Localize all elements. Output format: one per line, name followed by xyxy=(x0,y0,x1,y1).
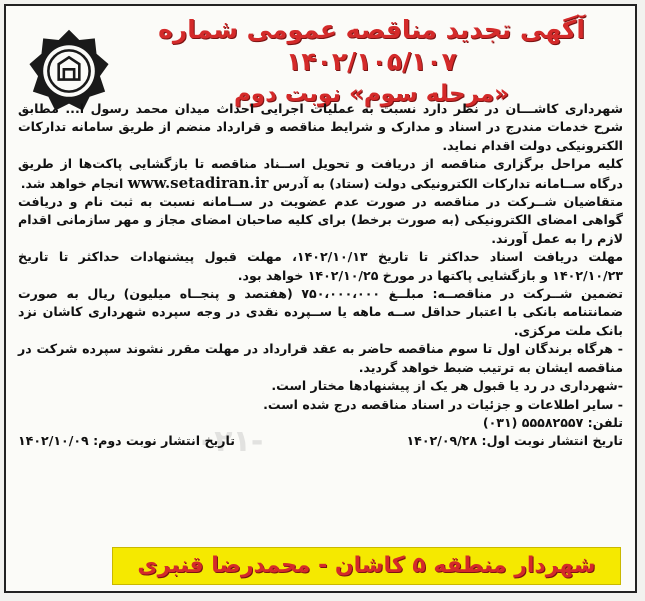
phone-number: تلفن: ۵۵۵۸۲۵۵۷ (۰۳۱) xyxy=(482,414,623,430)
setad-url-link[interactable]: www.setadiran.ir xyxy=(127,173,269,192)
signature-banner: شهردار منطقه ۵ کاشان - محمدرضا قنبری xyxy=(112,547,621,585)
notice-title xyxy=(118,14,625,110)
paragraph-project: شهرداری کاشـــان در نظر دارد نسبت به عملیات اجرایی احداث میدان محمد رسول ا... مطابق شرح خدمات مندرج در اسناد و مدارک و شرایط مناقصه و قرارداد منضم از طریق سامانه تدارکات الکترونیکی دولت اقدام نماید. xyxy=(18,101,623,153)
notice-frame xyxy=(4,4,637,593)
paragraph-winners: - هرگاه برندگان اول تا سوم مناقصه حاضر به عقد قرارداد در مهلت مقرر نشوند سپرده شرکت در مناقصه ایشان به ترتیب ضبط خواهد گردید. xyxy=(18,341,623,375)
second-publication-date: تاریخ انتشار نوبت دوم: ۱۴۰۲/۱۰/۰۹ xyxy=(18,433,235,449)
title-line-1: آگهی تجدید مناقصه عمومی شماره ۱۴۰۲/۱۰۵/۱۰۷ xyxy=(158,15,585,76)
paragraph-details: - سایر اطلاعات و جزئیات در اسناد مناقصه درج شده است. xyxy=(263,396,623,412)
paragraph-rights: -شهرداری در رد یا قبول هر یک از پیشنهادها مختار است. xyxy=(271,378,623,394)
paragraph-setad-end: انجام خواهد شد. xyxy=(20,175,124,191)
paragraph-setad-text: کلیه مراحل برگزاری مناقصه از دریافت و تحویل اســناد مناقصه تا بازگشایی پاکت‌ها از طریق درگاه ســامانه تدارکات الکترونیکی دولت (ستاد) به آدرس xyxy=(18,156,623,191)
paragraph-registration: متقاضیان شــرکت در مناقصه در صورت عدم عضویت در ســامانه نسبت به ثبت نام و دریافت گواهی امضای الکترونیکی (به صورت برخط) برای کلیه صاحبان امضای مجاز و مهر سازمانی اقدام لازم را به عمل آورند. xyxy=(18,194,623,246)
paragraph-deadlines: مهلت دریافت اسناد حداکثر تا تاریخ ۱۴۰۲/۱۰/۱۳، مهلت قبول پیشنهادات حداکثر تا تاریخ ۱۴۰۲/۱۰/۲۳ و بازگشایی پاکتها در مورخ ۱۴۰۲/۱۰/۲۵ خواهد بود. xyxy=(18,249,623,283)
notice-body xyxy=(18,100,623,451)
first-publication-date: تاریخ انتشار نوبت اول: ۱۴۰۲/۰۹/۲۸ xyxy=(406,433,623,449)
publication-dates xyxy=(18,432,623,450)
faded-watermark: ۰۲۱- xyxy=(196,424,264,459)
paragraph-guarantee: تضمین شــرکت در مناقصــه: مبلــغ ۷۵۰،۰۰۰،۰۰۰ (هفتصد و پنجــاه میلیون) ریال به صورت ضمانتنامه بانکی با اعتبار حداقل ســه ماهه یا ســپرده نقدی در وجه سپرده شهرداری کاشان نزد بانک ملت مرکزی. xyxy=(18,286,623,338)
paragraph-setad xyxy=(18,155,623,193)
title-line-2: «مرحله سوم» نوبت دوم xyxy=(233,81,510,107)
